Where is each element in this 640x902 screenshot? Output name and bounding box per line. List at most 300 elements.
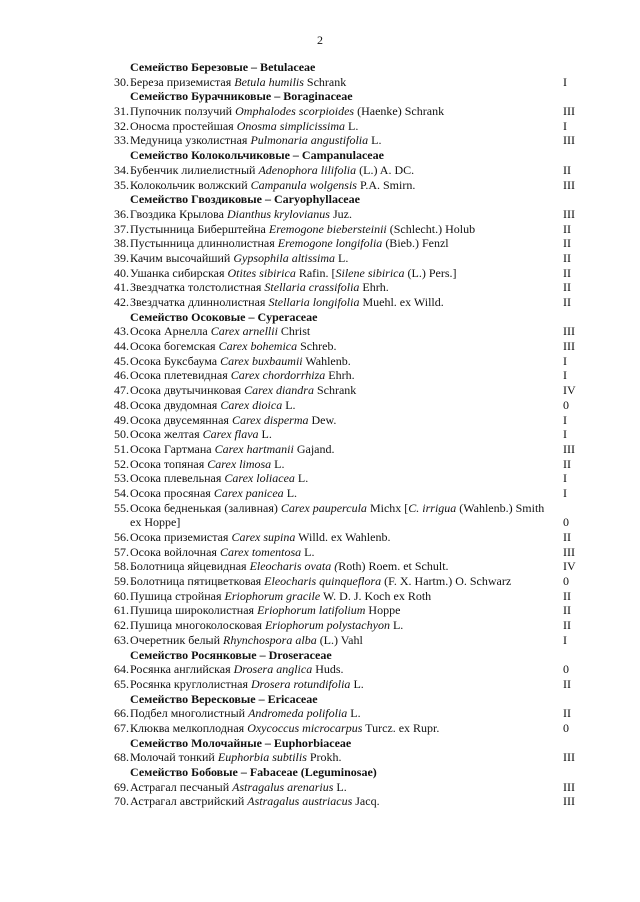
species-number: 44. bbox=[114, 339, 129, 354]
species-number: 60. bbox=[114, 588, 129, 603]
status-category: I bbox=[563, 118, 567, 133]
status-category: II bbox=[563, 221, 571, 236]
author-citation: Rafin. [ bbox=[295, 265, 336, 280]
russian-name: Осока двудомная bbox=[130, 397, 221, 412]
russian-name: Подбел многолистный bbox=[130, 706, 249, 721]
species-row bbox=[108, 706, 588, 721]
status-category: I bbox=[563, 74, 567, 89]
russian-name: Осока богемская bbox=[130, 339, 219, 354]
latin-name: Eleocharis ovata ( bbox=[249, 559, 339, 574]
species-row bbox=[108, 207, 588, 222]
latin-name: Carex bohemica bbox=[218, 339, 298, 354]
species-name bbox=[130, 295, 556, 310]
latin-name: Carex tomentosa bbox=[219, 544, 302, 559]
status-category: I bbox=[563, 632, 567, 647]
species-row bbox=[108, 75, 588, 90]
family-heading: Семейство Вересковые – Ericaceae bbox=[130, 691, 318, 706]
author-citation: Roth) Roem. et Schult. bbox=[338, 559, 449, 574]
russian-name: Росянка английская bbox=[130, 662, 234, 677]
species-row bbox=[108, 427, 588, 442]
latin-name: Euphorbia subtilis bbox=[217, 750, 307, 765]
species-name bbox=[130, 368, 556, 383]
russian-name: Звездчатка толстолистная bbox=[130, 280, 265, 295]
status-category: II bbox=[563, 456, 571, 471]
author-citation: Prokh. bbox=[306, 750, 342, 765]
russian-name: Пушица многоколосковая bbox=[130, 618, 265, 633]
species-name bbox=[130, 104, 556, 119]
author-citation: Michx [ bbox=[366, 500, 409, 515]
species-name bbox=[130, 383, 556, 398]
species-number: 64. bbox=[114, 662, 129, 677]
status-category: IV bbox=[563, 383, 576, 398]
species-row bbox=[108, 677, 588, 692]
status-category: II bbox=[563, 618, 571, 633]
author-citation: L. bbox=[283, 485, 298, 500]
family-heading: Семейство Росянковые – Droseraceae bbox=[130, 647, 332, 662]
author-citation: L. bbox=[333, 779, 347, 794]
russian-name: Болотница пятицветковая bbox=[130, 574, 265, 589]
species-name bbox=[130, 413, 556, 428]
latin-name: Oxycoccus microcarpus bbox=[247, 720, 363, 735]
species-number: 52. bbox=[114, 456, 129, 471]
status-category: I bbox=[563, 353, 567, 368]
species-name bbox=[130, 280, 556, 295]
species-name bbox=[130, 339, 556, 354]
russian-name: Осока Гартмана bbox=[130, 441, 215, 456]
russian-name: Молочай тонкий bbox=[130, 750, 218, 765]
species-row bbox=[108, 750, 588, 765]
author-citation: L. bbox=[389, 618, 404, 633]
status-category: I bbox=[563, 427, 567, 442]
latin-name: Campanula wolgensis bbox=[250, 177, 357, 192]
author-citation: Jacq. bbox=[352, 794, 380, 809]
russian-name: Осока Арнелла bbox=[130, 324, 211, 339]
species-number: 51. bbox=[114, 441, 129, 456]
species-name bbox=[130, 750, 556, 765]
species-row bbox=[108, 457, 588, 472]
author-citation: L. bbox=[335, 250, 349, 265]
species-number: 61. bbox=[114, 603, 129, 618]
species-row bbox=[108, 324, 588, 339]
author-citation: L. bbox=[345, 118, 359, 133]
latin-name: Carex loliacea bbox=[224, 471, 295, 486]
author-citation: P.A. Smirn. bbox=[356, 177, 416, 192]
species-number: 69. bbox=[114, 779, 129, 794]
species-number: 33. bbox=[114, 133, 129, 148]
russian-name: Осока двусемянная bbox=[130, 412, 232, 427]
russian-name: Осока бедненькая (заливная) bbox=[130, 500, 281, 515]
author-citation: Christ bbox=[277, 324, 311, 339]
russian-name: Осока просяная bbox=[130, 485, 214, 500]
russian-name: Осока плевельная bbox=[130, 471, 225, 486]
species-number: 45. bbox=[114, 353, 129, 368]
author-citation: Gajand. bbox=[293, 441, 335, 456]
species-row bbox=[108, 471, 588, 486]
species-row bbox=[108, 603, 588, 618]
species-row bbox=[108, 339, 588, 354]
species-number: 32. bbox=[114, 118, 129, 133]
species-number: 65. bbox=[114, 676, 129, 691]
species-number: 42. bbox=[114, 295, 129, 309]
species-name bbox=[130, 471, 556, 486]
latin-name: Eremogone biebersteinii bbox=[268, 221, 387, 236]
latin-name: Drosera rotundifolia bbox=[250, 676, 351, 691]
species-name bbox=[130, 706, 556, 721]
species-number: 38. bbox=[114, 236, 129, 251]
latin-name: Drosera anglica bbox=[233, 662, 313, 677]
status-category: III bbox=[563, 794, 575, 809]
species-name bbox=[130, 354, 556, 369]
author-citation: L. bbox=[282, 397, 296, 412]
russian-name: Пупочник ползучий bbox=[130, 104, 236, 119]
species-row bbox=[108, 559, 588, 574]
family-heading: Семейство Бобовые – Fabaceae (Leguminosae) bbox=[130, 765, 377, 780]
author-citation: Wahlenb. bbox=[302, 353, 351, 368]
species-name bbox=[130, 427, 556, 442]
species-name bbox=[130, 442, 556, 457]
author-citation: Ehrh. bbox=[325, 368, 355, 383]
latin-name: Eriophorum polystachyon bbox=[264, 618, 390, 633]
family-heading: Семейство Осоковые – Cyperaceae bbox=[130, 309, 318, 324]
family-heading: Семейство Гвоздиковые – Caryophyllaceae bbox=[130, 192, 360, 207]
species-number: 58. bbox=[114, 559, 129, 574]
russian-name: Гвоздика Крылова bbox=[130, 206, 227, 221]
species-number: 53. bbox=[114, 471, 129, 486]
russian-name: Оносма простейшая bbox=[130, 118, 237, 133]
status-category: II bbox=[563, 588, 571, 603]
species-number: 48. bbox=[114, 397, 129, 412]
author-citation: Juz. bbox=[329, 206, 352, 221]
family-heading: Семейство Колокольчиковые – Campanulaceae bbox=[130, 148, 384, 163]
species-name bbox=[130, 574, 556, 589]
species-name bbox=[130, 603, 556, 618]
author-citation: W. D. J. Koch ex Roth bbox=[320, 588, 432, 603]
synonym-latin-name: Silene sibirica bbox=[335, 265, 405, 280]
author-citation: (Bieb.) Fenzl bbox=[382, 236, 449, 251]
species-row bbox=[108, 794, 588, 809]
author-citation: L. bbox=[350, 676, 364, 691]
species-number: 66. bbox=[114, 706, 129, 721]
latin-name: Adenophora lilifolia bbox=[258, 162, 357, 177]
species-row bbox=[108, 545, 588, 560]
species-row bbox=[108, 354, 588, 369]
species-number: 46. bbox=[114, 368, 129, 383]
status-category: II bbox=[563, 250, 571, 265]
species-number: 34. bbox=[114, 162, 129, 177]
status-category: II bbox=[563, 706, 571, 721]
latin-name: Dianthus krylovianus bbox=[226, 206, 330, 221]
latin-name: Eremogone longifolia bbox=[277, 236, 383, 251]
species-row bbox=[108, 133, 588, 148]
latin-name: Carex paupercula bbox=[280, 500, 367, 515]
species-name bbox=[130, 266, 556, 281]
latin-name: Rhynchospora alba bbox=[223, 632, 317, 647]
author-citation: Ehrh. bbox=[359, 280, 389, 295]
species-row bbox=[108, 662, 588, 677]
status-category: II bbox=[563, 603, 571, 618]
russian-name: Медуница узколистная bbox=[130, 133, 251, 148]
author-citation: L. bbox=[347, 706, 361, 721]
species-name bbox=[130, 618, 556, 633]
species-number: 55. bbox=[114, 500, 129, 515]
latin-name: Stellaria crassifolia bbox=[264, 280, 360, 295]
species-row bbox=[108, 222, 588, 237]
russian-name: Бубенчик лилиелистный bbox=[130, 162, 259, 177]
russian-name: Астрагал австрийский bbox=[130, 794, 248, 809]
species-number: 49. bbox=[114, 412, 129, 427]
page-number: 2 bbox=[317, 33, 323, 47]
synonym-author: (Wahlenb.) Smith ex Hoppe] bbox=[130, 500, 545, 530]
species-name bbox=[130, 501, 556, 530]
species-number: 50. bbox=[114, 427, 129, 442]
status-category: I bbox=[563, 471, 567, 486]
author-citation: Schrank bbox=[303, 74, 347, 89]
species-name bbox=[130, 486, 556, 501]
russian-name: Пустынница длиннолистная bbox=[130, 236, 278, 251]
latin-name: Gypsophila altissima bbox=[233, 250, 336, 265]
latin-name: Carex hartmanii bbox=[214, 441, 294, 456]
species-name bbox=[130, 633, 556, 648]
species-name bbox=[130, 780, 556, 795]
species-name bbox=[130, 794, 556, 809]
author-citation: (F. X. Hartm.) O. Schwarz bbox=[381, 574, 512, 589]
species-number: 47. bbox=[114, 383, 129, 398]
latin-name: Carex flava bbox=[202, 427, 259, 442]
latin-name: Eleocharis quinqueflora bbox=[264, 574, 382, 589]
russian-name: Колокольчик волжский bbox=[130, 177, 251, 192]
russian-name: Пушица широколистная bbox=[130, 603, 258, 618]
author-citation: (Haenke) Schrank bbox=[354, 104, 445, 119]
species-row bbox=[108, 618, 588, 633]
species-row bbox=[108, 413, 588, 428]
russian-name: Росянка круглолистная bbox=[130, 676, 251, 691]
latin-name: Astragalus arenarius bbox=[232, 779, 334, 794]
status-category: III bbox=[563, 324, 575, 339]
species-number: 40. bbox=[114, 265, 129, 280]
status-category: III bbox=[563, 779, 575, 794]
latin-name: Carex dioica bbox=[220, 397, 283, 412]
species-number: 36. bbox=[114, 206, 129, 221]
species-row bbox=[108, 251, 588, 266]
species-number: 43. bbox=[114, 324, 129, 339]
species-name bbox=[130, 163, 556, 178]
species-row bbox=[108, 383, 588, 398]
author-citation: (Schlecht.) Holub bbox=[386, 221, 476, 236]
latin-name: Carex disperma bbox=[231, 412, 309, 427]
author-citation: L. bbox=[301, 544, 315, 559]
russian-name: Звездчатка длиннолистная bbox=[130, 295, 269, 309]
latin-name: Carex buxbaumii bbox=[220, 353, 303, 368]
species-name bbox=[130, 545, 556, 560]
species-name bbox=[130, 133, 556, 148]
author-citation: Dew. bbox=[308, 412, 337, 427]
species-number: 70. bbox=[114, 794, 129, 809]
status-category: II bbox=[563, 236, 571, 251]
species-name bbox=[130, 75, 556, 90]
status-category: II bbox=[563, 162, 571, 177]
species-list bbox=[108, 60, 588, 809]
species-row bbox=[108, 780, 588, 795]
latin-name: Pulmonaria angustifolia bbox=[250, 133, 369, 148]
species-row bbox=[108, 119, 588, 134]
latin-name: Astragalus austriacus bbox=[247, 794, 353, 809]
status-category: II bbox=[563, 676, 571, 691]
russian-name: Береза приземистая bbox=[130, 74, 235, 89]
species-number: 41. bbox=[114, 280, 129, 295]
family-heading: Семейство Молочайные – Euphorbiaceae bbox=[130, 735, 352, 750]
species-number: 56. bbox=[114, 530, 129, 545]
latin-name: Onosma simplicissima bbox=[236, 118, 346, 133]
status-category: III bbox=[563, 339, 575, 354]
russian-name: Астрагал песчаный bbox=[130, 779, 233, 794]
species-row bbox=[108, 574, 588, 589]
latin-name: Carex limosa bbox=[207, 456, 272, 471]
species-name bbox=[130, 251, 556, 266]
latin-name: Eriophorum latifolium bbox=[257, 603, 366, 618]
status-category: I bbox=[563, 485, 567, 500]
status-category: III bbox=[563, 441, 575, 456]
author-citation: L. bbox=[368, 133, 382, 148]
russian-name: Болотница яйцевидная bbox=[130, 559, 250, 574]
species-row bbox=[108, 266, 588, 281]
latin-name: Otites sibirica bbox=[227, 265, 296, 280]
species-number: 62. bbox=[114, 618, 129, 633]
status-category: III bbox=[563, 750, 575, 765]
species-name bbox=[130, 324, 556, 339]
species-name bbox=[130, 559, 556, 574]
species-name bbox=[130, 207, 556, 222]
species-name bbox=[130, 222, 556, 237]
author-citation: L. bbox=[258, 427, 272, 442]
author-citation: Hoppe bbox=[365, 603, 401, 618]
russian-name: Пушица стройная bbox=[130, 588, 225, 603]
russian-name: Пустынница Биберштейна bbox=[130, 221, 269, 236]
russian-name: Качим высочайший bbox=[130, 250, 234, 265]
species-name bbox=[130, 530, 556, 545]
species-number: 35. bbox=[114, 177, 129, 192]
author-citation: Huds. bbox=[312, 662, 344, 677]
species-number: 59. bbox=[114, 574, 129, 589]
species-row bbox=[108, 530, 588, 545]
species-row bbox=[108, 236, 588, 251]
species-row bbox=[108, 501, 588, 530]
species-number: 30. bbox=[114, 74, 129, 89]
latin-name: Andromeda polifolia bbox=[248, 706, 348, 721]
russian-name: Осока двутычинковая bbox=[130, 383, 245, 398]
family-heading: Семейство Бурачниковые – Boraginaceae bbox=[130, 89, 353, 104]
species-number: 54. bbox=[114, 485, 129, 500]
latin-name: Carex panicea bbox=[213, 485, 284, 500]
species-name bbox=[130, 589, 556, 604]
latin-name: Stellaria longifolia bbox=[268, 295, 360, 309]
family-heading: Семейство Березовые – Betulaceae bbox=[130, 60, 316, 74]
author-citation: (L.) Vahl bbox=[316, 632, 363, 647]
status-category: 0 bbox=[563, 397, 569, 412]
status-category: III bbox=[563, 133, 575, 148]
status-category: II bbox=[563, 530, 571, 545]
species-number: 57. bbox=[114, 544, 129, 559]
author-citation: Turcz. ex Rupr. bbox=[362, 720, 440, 735]
species-row bbox=[108, 163, 588, 178]
species-row bbox=[108, 178, 588, 193]
russian-name: Клюква мелкоплодная bbox=[130, 720, 248, 735]
species-number: 37. bbox=[114, 221, 129, 236]
species-name bbox=[130, 721, 556, 736]
status-category: I bbox=[563, 368, 567, 383]
species-row bbox=[108, 633, 588, 648]
latin-name: Omphalodes scorpioides bbox=[235, 104, 355, 119]
latin-name: Carex diandra bbox=[244, 383, 314, 398]
species-number: 63. bbox=[114, 632, 129, 647]
status-category: II bbox=[563, 280, 571, 295]
russian-name: Осока приземистая bbox=[130, 530, 232, 545]
species-row bbox=[108, 368, 588, 383]
latin-name: Eriophorum gracile bbox=[224, 588, 321, 603]
latin-name: Carex supina bbox=[231, 530, 296, 545]
species-row bbox=[108, 280, 588, 295]
species-name bbox=[130, 677, 556, 692]
status-category: 0 bbox=[563, 720, 569, 735]
status-category: III bbox=[563, 544, 575, 559]
species-row bbox=[108, 589, 588, 604]
latin-name: Betula humilis bbox=[234, 74, 304, 89]
status-category: III bbox=[563, 104, 575, 119]
author-citation: Schreb. bbox=[297, 339, 337, 354]
species-number: 68. bbox=[114, 750, 129, 765]
russian-name: Осока желтая bbox=[130, 427, 203, 442]
author-citation: Muehl. ex Willd. bbox=[359, 295, 444, 309]
author-citation: L. bbox=[294, 471, 309, 486]
species-name bbox=[130, 178, 556, 193]
status-category: 0 bbox=[563, 515, 569, 530]
species-number: 39. bbox=[114, 250, 129, 265]
author-citation: L. bbox=[271, 456, 285, 471]
species-name bbox=[130, 119, 556, 134]
status-category: III bbox=[563, 177, 575, 192]
latin-name: Carex chordorrhiza bbox=[230, 368, 326, 383]
species-name bbox=[130, 662, 556, 677]
russian-name: Осока войлочная bbox=[130, 544, 220, 559]
status-category: II bbox=[563, 265, 571, 280]
status-category: I bbox=[563, 412, 567, 427]
species-name bbox=[130, 457, 556, 472]
species-row bbox=[108, 721, 588, 736]
russian-name: Очеретник белый bbox=[130, 632, 224, 647]
status-category: II bbox=[563, 295, 571, 309]
russian-name: Ушанка сибирская bbox=[130, 265, 228, 280]
synonym-latin-name: C. irrigua bbox=[408, 500, 457, 515]
russian-name: Осока плетевидная bbox=[130, 368, 231, 383]
species-number: 67. bbox=[114, 720, 129, 735]
latin-name: Carex arnellii bbox=[210, 324, 278, 339]
species-name bbox=[130, 398, 556, 413]
species-name bbox=[130, 236, 556, 251]
author-citation: Schrank bbox=[313, 383, 357, 398]
species-number: 31. bbox=[114, 104, 129, 119]
species-row bbox=[108, 442, 588, 457]
status-category: 0 bbox=[563, 662, 569, 677]
author-citation: Willd. ex Wahlenb. bbox=[295, 530, 391, 545]
species-row bbox=[108, 486, 588, 501]
status-category: IV bbox=[563, 559, 576, 574]
russian-name: Осока Буксбаума bbox=[130, 353, 221, 368]
species-row bbox=[108, 104, 588, 119]
synonym-author: (L.) Pers.] bbox=[404, 265, 457, 280]
species-row bbox=[108, 398, 588, 413]
author-citation: (L.) A. DC. bbox=[356, 162, 415, 177]
status-category: III bbox=[563, 206, 575, 221]
status-category: 0 bbox=[563, 574, 569, 589]
